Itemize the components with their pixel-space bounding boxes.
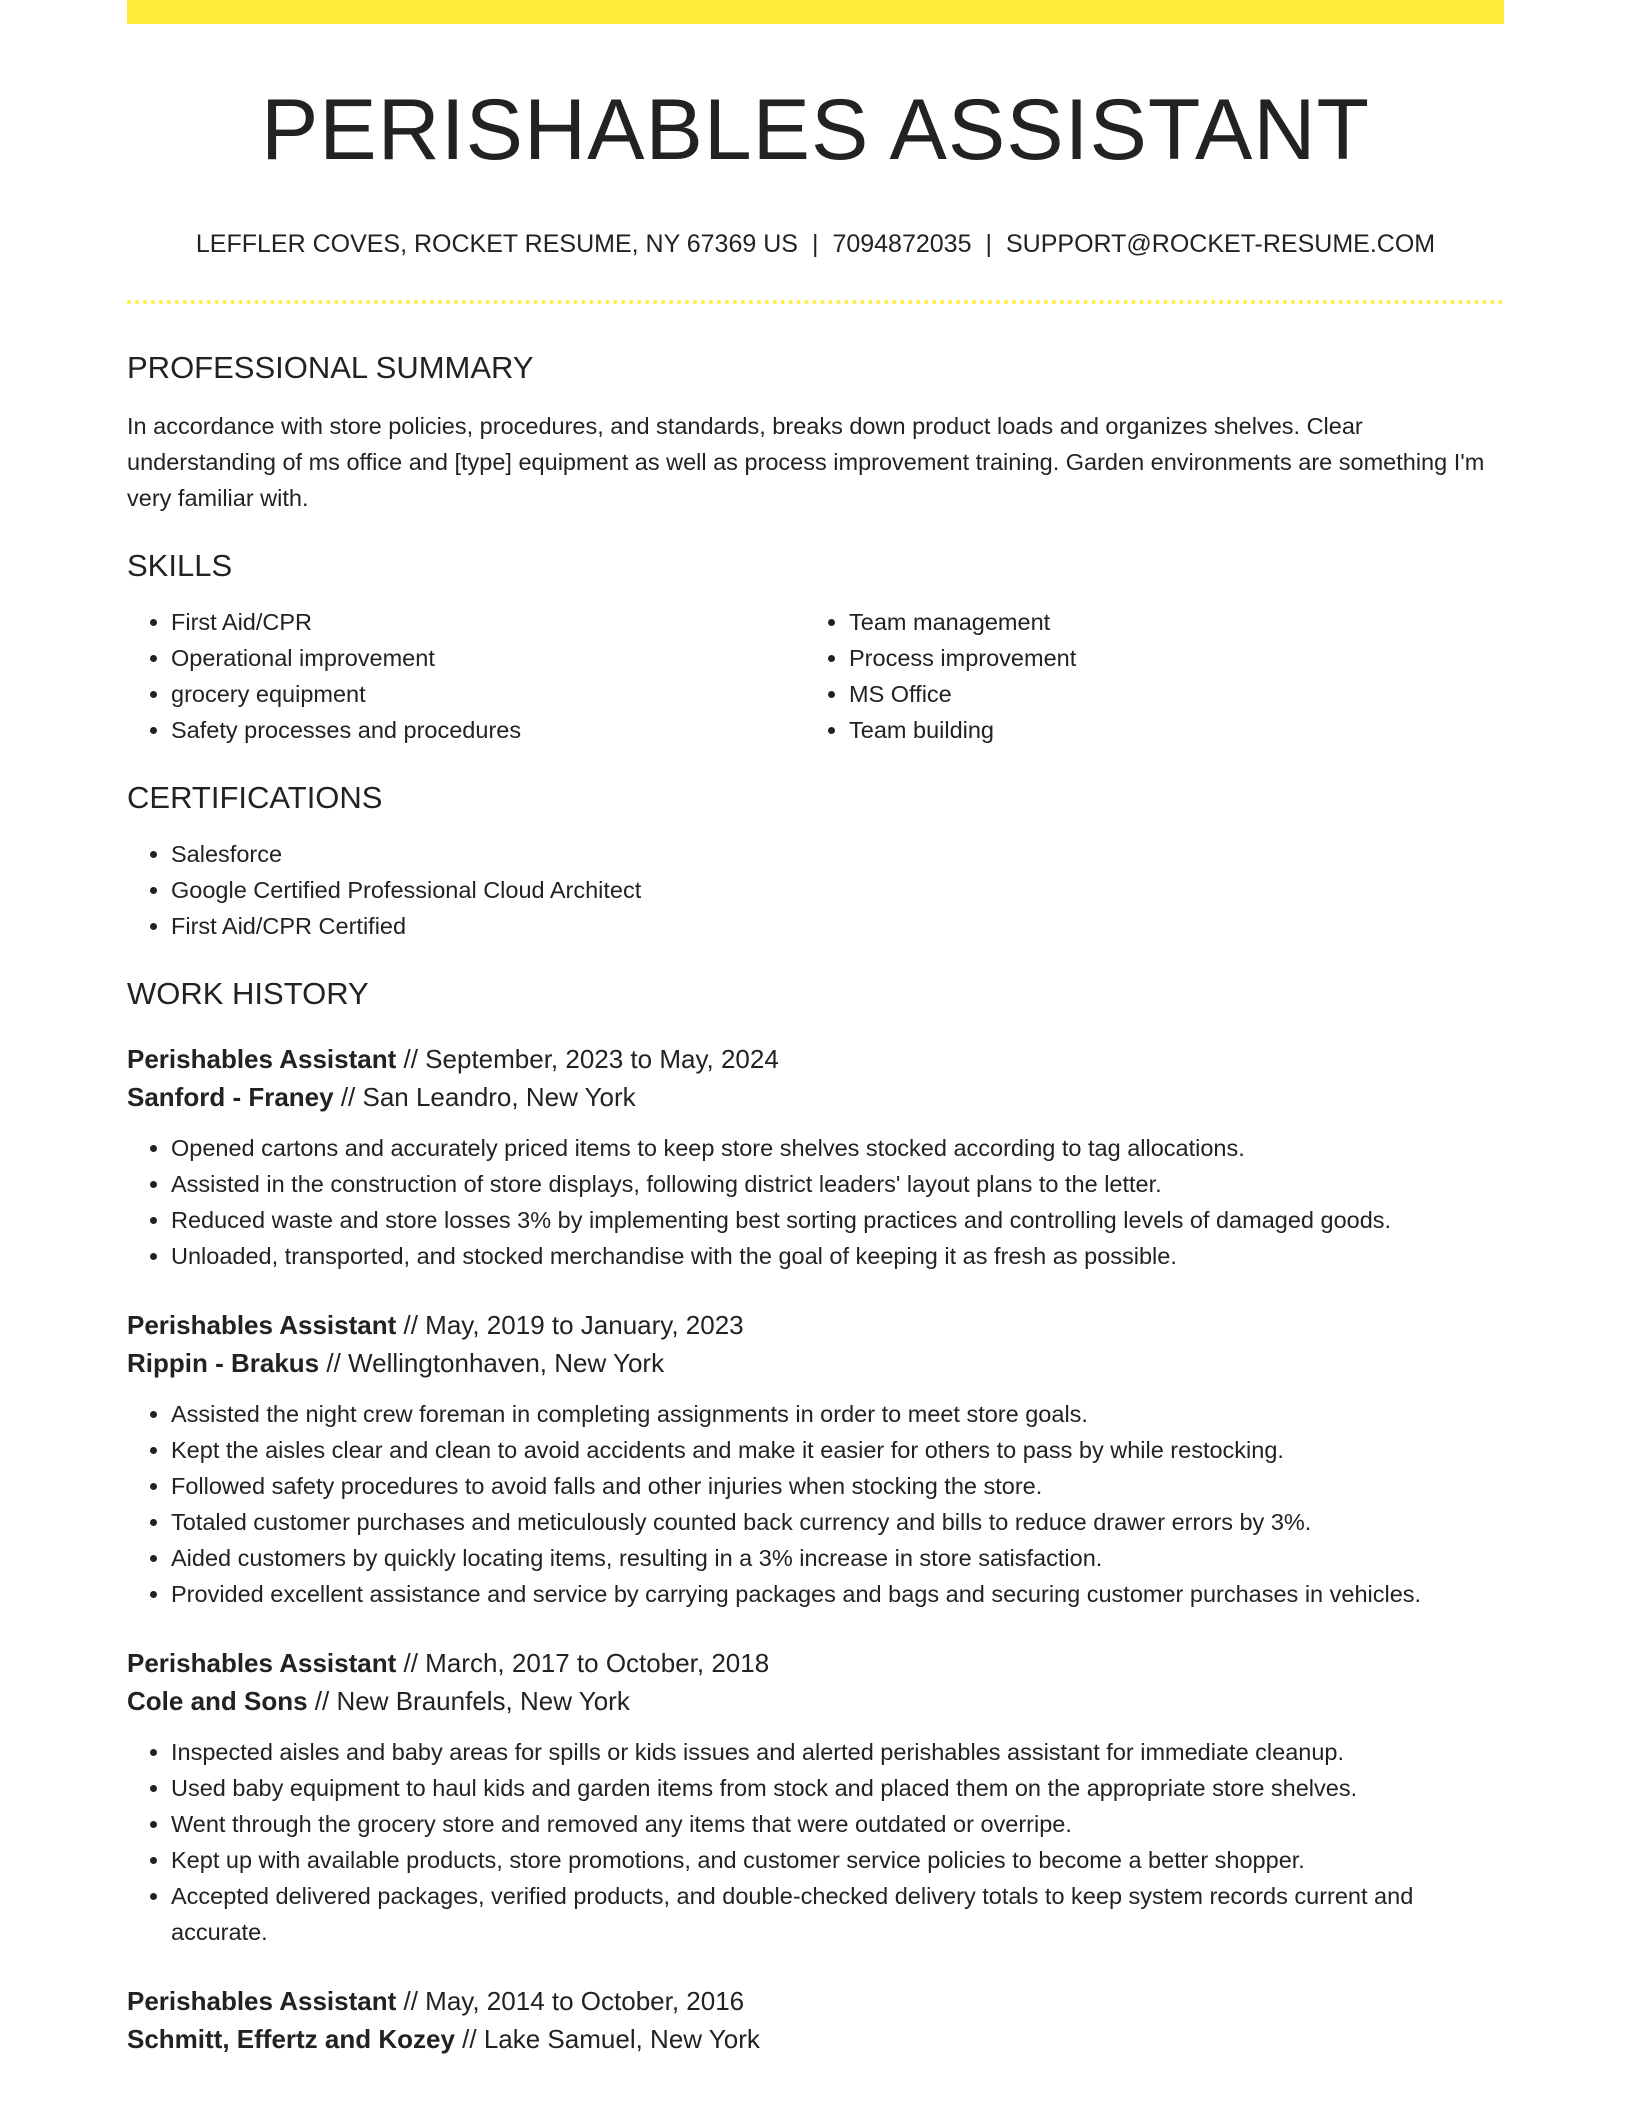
job-location: // Lake Samuel, New York — [454, 2024, 760, 2054]
job-location: // New Braunfels, New York — [307, 1686, 630, 1716]
resume-name: PERISHABLES ASSISTANT — [260, 82, 1371, 178]
job-title: Perishables Assistant — [127, 1044, 397, 1074]
job-bullet: • Kept the aisles clear and clean to avoid accidents and make it easier for others to pass by while restocking. — [171, 1432, 1504, 1468]
job-title: Perishables Assistant — [127, 1648, 397, 1678]
contact-phone: 7094872035 — [832, 230, 972, 258]
skill-item: • MS Office — [849, 676, 1483, 712]
job-company-line — [127, 1344, 1504, 1382]
job-company: Sanford - Franey — [127, 1082, 334, 1112]
job-bullet: • Unloaded, transported, and stocked merchandise with the goal of keeping it as fresh as possible. — [171, 1238, 1504, 1274]
certification-item: • Salesforce — [171, 836, 1504, 872]
job-dates: // September, 2023 to May, 2024 — [396, 1044, 779, 1074]
job-bullet: • Followed safety procedures to avoid falls and other injuries when stocking the store. — [171, 1468, 1504, 1504]
job-dates: // May, 2014 to October, 2016 — [396, 1986, 745, 2016]
job-bullet: • Went through the grocery store and removed any items that were outdated or overripe. — [171, 1806, 1504, 1842]
job-entry — [127, 1040, 1504, 1274]
job-location: // San Leandro, New York — [333, 1082, 636, 1112]
header-divider — [127, 300, 1504, 304]
contact-address: LEFFLER COVES, ROCKET RESUME, NY 67369 US — [195, 230, 798, 258]
job-bullet: • Inspected aisles and baby areas for spills or kids issues and alerted perishables assistant for immediate cleanup. — [171, 1734, 1504, 1770]
job-bullet: • Totaled customer purchases and meticulously counted back currency and bills to reduce drawer errors by 3%. — [171, 1504, 1504, 1540]
certification-item: • First Aid/CPR Certified — [171, 908, 1504, 944]
contact-email: SUPPORT@ROCKET-RESUME.COM — [1005, 230, 1436, 258]
job-company: Rippin - Brakus — [127, 1348, 320, 1378]
job-bullets — [127, 1396, 1504, 1612]
certifications-list — [127, 836, 1504, 944]
skill-item: • Team building — [849, 712, 1483, 748]
job-bullet: • Opened cartons and accurately priced items to keep store shelves stocked according to tag allocations. — [171, 1130, 1504, 1166]
job-company-line — [127, 1078, 1504, 1116]
job-title-line — [127, 1040, 1504, 1078]
skill-item: • Process improvement — [849, 640, 1483, 676]
certification-item: • Google Certified Professional Cloud Architect — [171, 872, 1504, 908]
job-entry — [127, 1982, 1504, 2058]
job-dates: // May, 2019 to January, 2023 — [396, 1310, 744, 1340]
job-bullets — [127, 1734, 1504, 1950]
job-bullet: • Kept up with available products, store promotions, and customer service policies to become a better shopper. — [171, 1842, 1504, 1878]
work-history-section — [127, 974, 1504, 2058]
job-bullet: • Aided customers by quickly locating items, resulting in a 3% increase in store satisfaction. — [171, 1540, 1504, 1576]
skill-item: • grocery equipment — [171, 676, 805, 712]
job-bullet: • Used baby equipment to haul kids and garden items from stock and placed them on the appropriate store shelves. — [171, 1770, 1504, 1806]
job-title: Perishables Assistant — [127, 1310, 397, 1340]
contact-separator: | — [985, 230, 992, 258]
job-company: Schmitt, Effertz and Kozey — [127, 2024, 455, 2054]
skills-section — [127, 546, 1504, 748]
skill-item: • First Aid/CPR — [171, 604, 805, 640]
skills-heading: SKILLS — [127, 548, 233, 583]
skill-item: • Operational improvement — [171, 640, 805, 676]
contact-line — [127, 228, 1504, 260]
skills-grid — [127, 604, 1504, 748]
work-history-heading: WORK HISTORY — [127, 976, 369, 1011]
resume-content — [127, 0, 1504, 2058]
job-bullet: • Reduced waste and store losses 3% by implementing best sorting practices and controlling levels of damaged goods. — [171, 1202, 1504, 1238]
job-location: // Wellingtonhaven, New York — [319, 1348, 665, 1378]
job-bullet: • Assisted the night crew foreman in completing assignments in order to meet store goals. — [171, 1396, 1504, 1432]
job-bullets — [127, 1130, 1504, 1274]
job-bullet: • Provided excellent assistance and service by carrying packages and bags and securing customer purchases in vehicles. — [171, 1576, 1504, 1612]
job-title-line — [127, 1306, 1504, 1344]
skill-item: • Team management — [849, 604, 1483, 640]
job-bullet: • Accepted delivered packages, verified products, and double-checked delivery totals to keep system records current and accurate. — [171, 1878, 1504, 1950]
summary-heading: PROFESSIONAL SUMMARY — [127, 350, 534, 385]
skills-list-left — [127, 604, 805, 748]
skills-list-right — [805, 604, 1483, 748]
certifications-section — [127, 778, 1504, 944]
job-company: Cole and Sons — [127, 1686, 308, 1716]
job-entry — [127, 1644, 1504, 1950]
job-bullet: • Assisted in the construction of store displays, following district leaders' layout plans to the letter. — [171, 1166, 1504, 1202]
skill-item: • Safety processes and procedures — [171, 712, 805, 748]
contact-separator: | — [811, 230, 819, 258]
job-title: Perishables Assistant — [127, 1986, 397, 2016]
job-title-line — [127, 1644, 1504, 1682]
certifications-heading: CERTIFICATIONS — [127, 780, 383, 815]
job-company-line — [127, 2020, 1504, 2058]
job-company-line — [127, 1682, 1504, 1720]
summary-section — [127, 348, 1504, 516]
job-dates: // March, 2017 to October, 2018 — [396, 1648, 770, 1678]
job-title-line — [127, 1982, 1504, 2020]
job-entry — [127, 1306, 1504, 1612]
summary-text: In accordance with store policies, procedures, and standards, breaks down product loads and organizes shelves. Clear understanding of ms office and [type] equipment as well as process improvement training. Garden environments are something I'm very familiar with. — [127, 413, 1485, 511]
